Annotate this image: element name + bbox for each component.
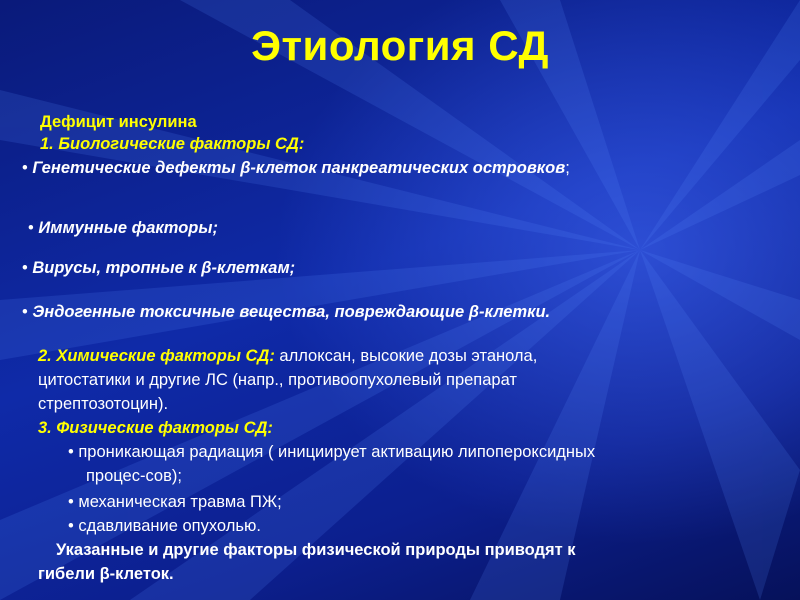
chemical-line-3: стрептозотоцин). <box>38 395 169 413</box>
bio-item-text: Генетические дефекты β-клеток панкреатических островков <box>32 159 566 177</box>
slide-title: Этиология СД <box>251 22 549 69</box>
bio-item-immune <box>28 218 218 238</box>
conclusion-line-1: Указанные и другие факторы физической природы приводят к <box>56 541 576 559</box>
biological-heading: 1. Биологические факторы СД: <box>40 135 305 153</box>
bio-item-text: Вирусы, тропные к β-клеткам; <box>32 259 296 277</box>
chemical-heading: 2. Химические факторы СД: <box>38 347 275 365</box>
bullet: • <box>22 259 28 277</box>
bio-item-virus <box>22 258 295 278</box>
bio-item-text: Эндогенные токсичные вещества, повреждающие β-клетки. <box>32 303 551 321</box>
bio-item-endogenous <box>22 302 550 322</box>
physical-heading: 3. Физические факторы СД: <box>38 419 273 437</box>
physical-item-compression: • сдавливание опухолью. <box>68 517 261 535</box>
bio-item-suffix: ; <box>565 159 570 177</box>
chemical-line-1 <box>38 346 537 366</box>
physical-item-trauma: • механическая травма ПЖ; <box>68 493 282 511</box>
bio-item-genetic <box>22 158 570 178</box>
bullet: • <box>28 219 34 237</box>
bullet: • <box>22 303 28 321</box>
bullet: • <box>22 159 28 177</box>
conclusion-line-2: гибели β-клеток. <box>38 565 174 583</box>
chemical-text: аллоксан, высокие дозы этанола, <box>274 347 538 365</box>
chemical-line-2: цитостатики и другие ЛС (напр., противоопухолевый препарат <box>38 371 517 389</box>
physical-item-radiation-cont: процес-сов); <box>86 467 182 485</box>
physical-item-radiation: • проникающая радиация ( инициирует активацию липопероксидных <box>68 443 596 461</box>
deficit-heading: Дефицит инсулина <box>40 113 197 131</box>
bio-item-text: Иммунные факторы; <box>38 219 218 237</box>
